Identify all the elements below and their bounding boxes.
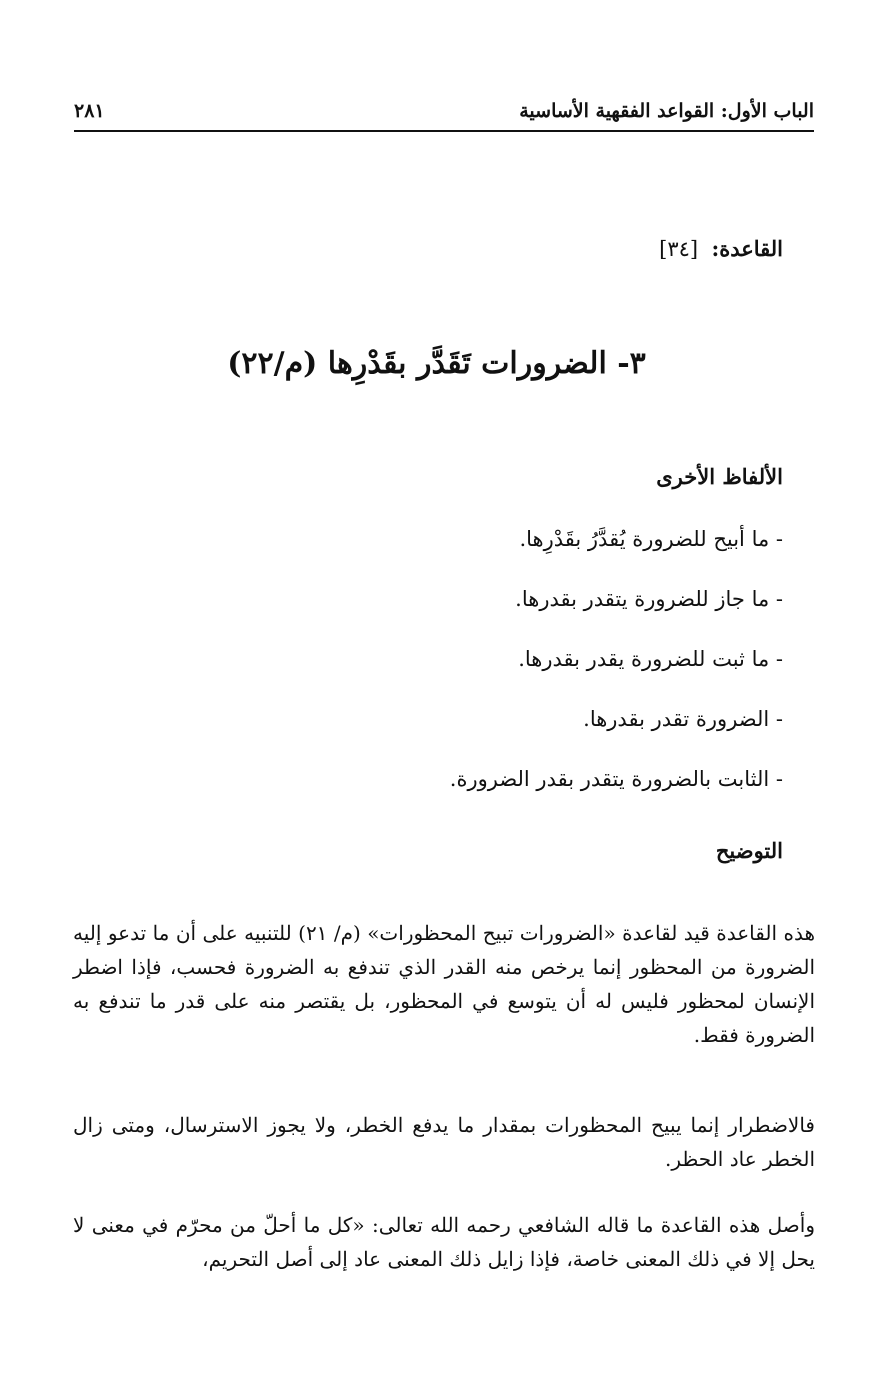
explanation-paragraph: وأصل هذه القاعدة ما قاله الشافعي رحمه الله تعالى: «كل ما أحلّ من محرّم في معنى لا يحل إلا في ذلك المعنى خاصة، فإذا زايل ذلك المعنى عاد إلى أصل التحريم، (73, 1213, 815, 1271)
explanation-paragraph: فالاضطرار إنما يبيح المحظورات بمقدار ما يدفع الخطر، ولا يجوز الاسترسال، ومتى زال الخطر عاد الحظر. (73, 1113, 815, 1171)
other-wordings-list (83, 522, 783, 822)
explanation-paragraph: هذه القاعدة قيد لقاعدة «الضرورات تبيح المحظورات» (م/ ٢١) للتنبيه على أن ما تدعو إليه الضرورة من المحظور إنما يرخص منه القدر الذي تندفع به الضرورة فحسب، فإذا اضطر الإنسان لمحظور فليس له أن يتوسع في المحظور، بل يقتصر منه على قدر ما تندفع به الضرورة فقط. (73, 921, 815, 1047)
running-header (74, 98, 814, 132)
list-item: - الثابت بالضرورة يتقدر بقدر الضرورة. (449, 767, 783, 791)
rule-title: ٣- الضرورات تَقَدَّر بقَدْرِها (م/٢٢) (227, 346, 646, 381)
running-title: الباب الأول: القواعد الفقهية الأساسية (519, 100, 814, 122)
list-item: - ما جاز للضرورة يتقدر بقدرها. (515, 587, 783, 611)
rule-label (659, 236, 783, 261)
list-item: - ما ثبت للضرورة يقدر بقدرها. (518, 647, 783, 671)
other-wordings-heading: الألفاظ الأخرى (656, 464, 783, 489)
rule-number: [٣٤] (659, 237, 699, 261)
explanation-heading: التوضيح (715, 838, 783, 863)
list-item: - ما أبيح للضرورة يُقدَّرُ بقَدْرِها. (519, 527, 783, 551)
page-number: ٢٨١ (74, 100, 105, 122)
rule-label-text: القاعدة: (711, 236, 783, 261)
list-item: - الضرورة تقدر بقدرها. (583, 707, 783, 731)
